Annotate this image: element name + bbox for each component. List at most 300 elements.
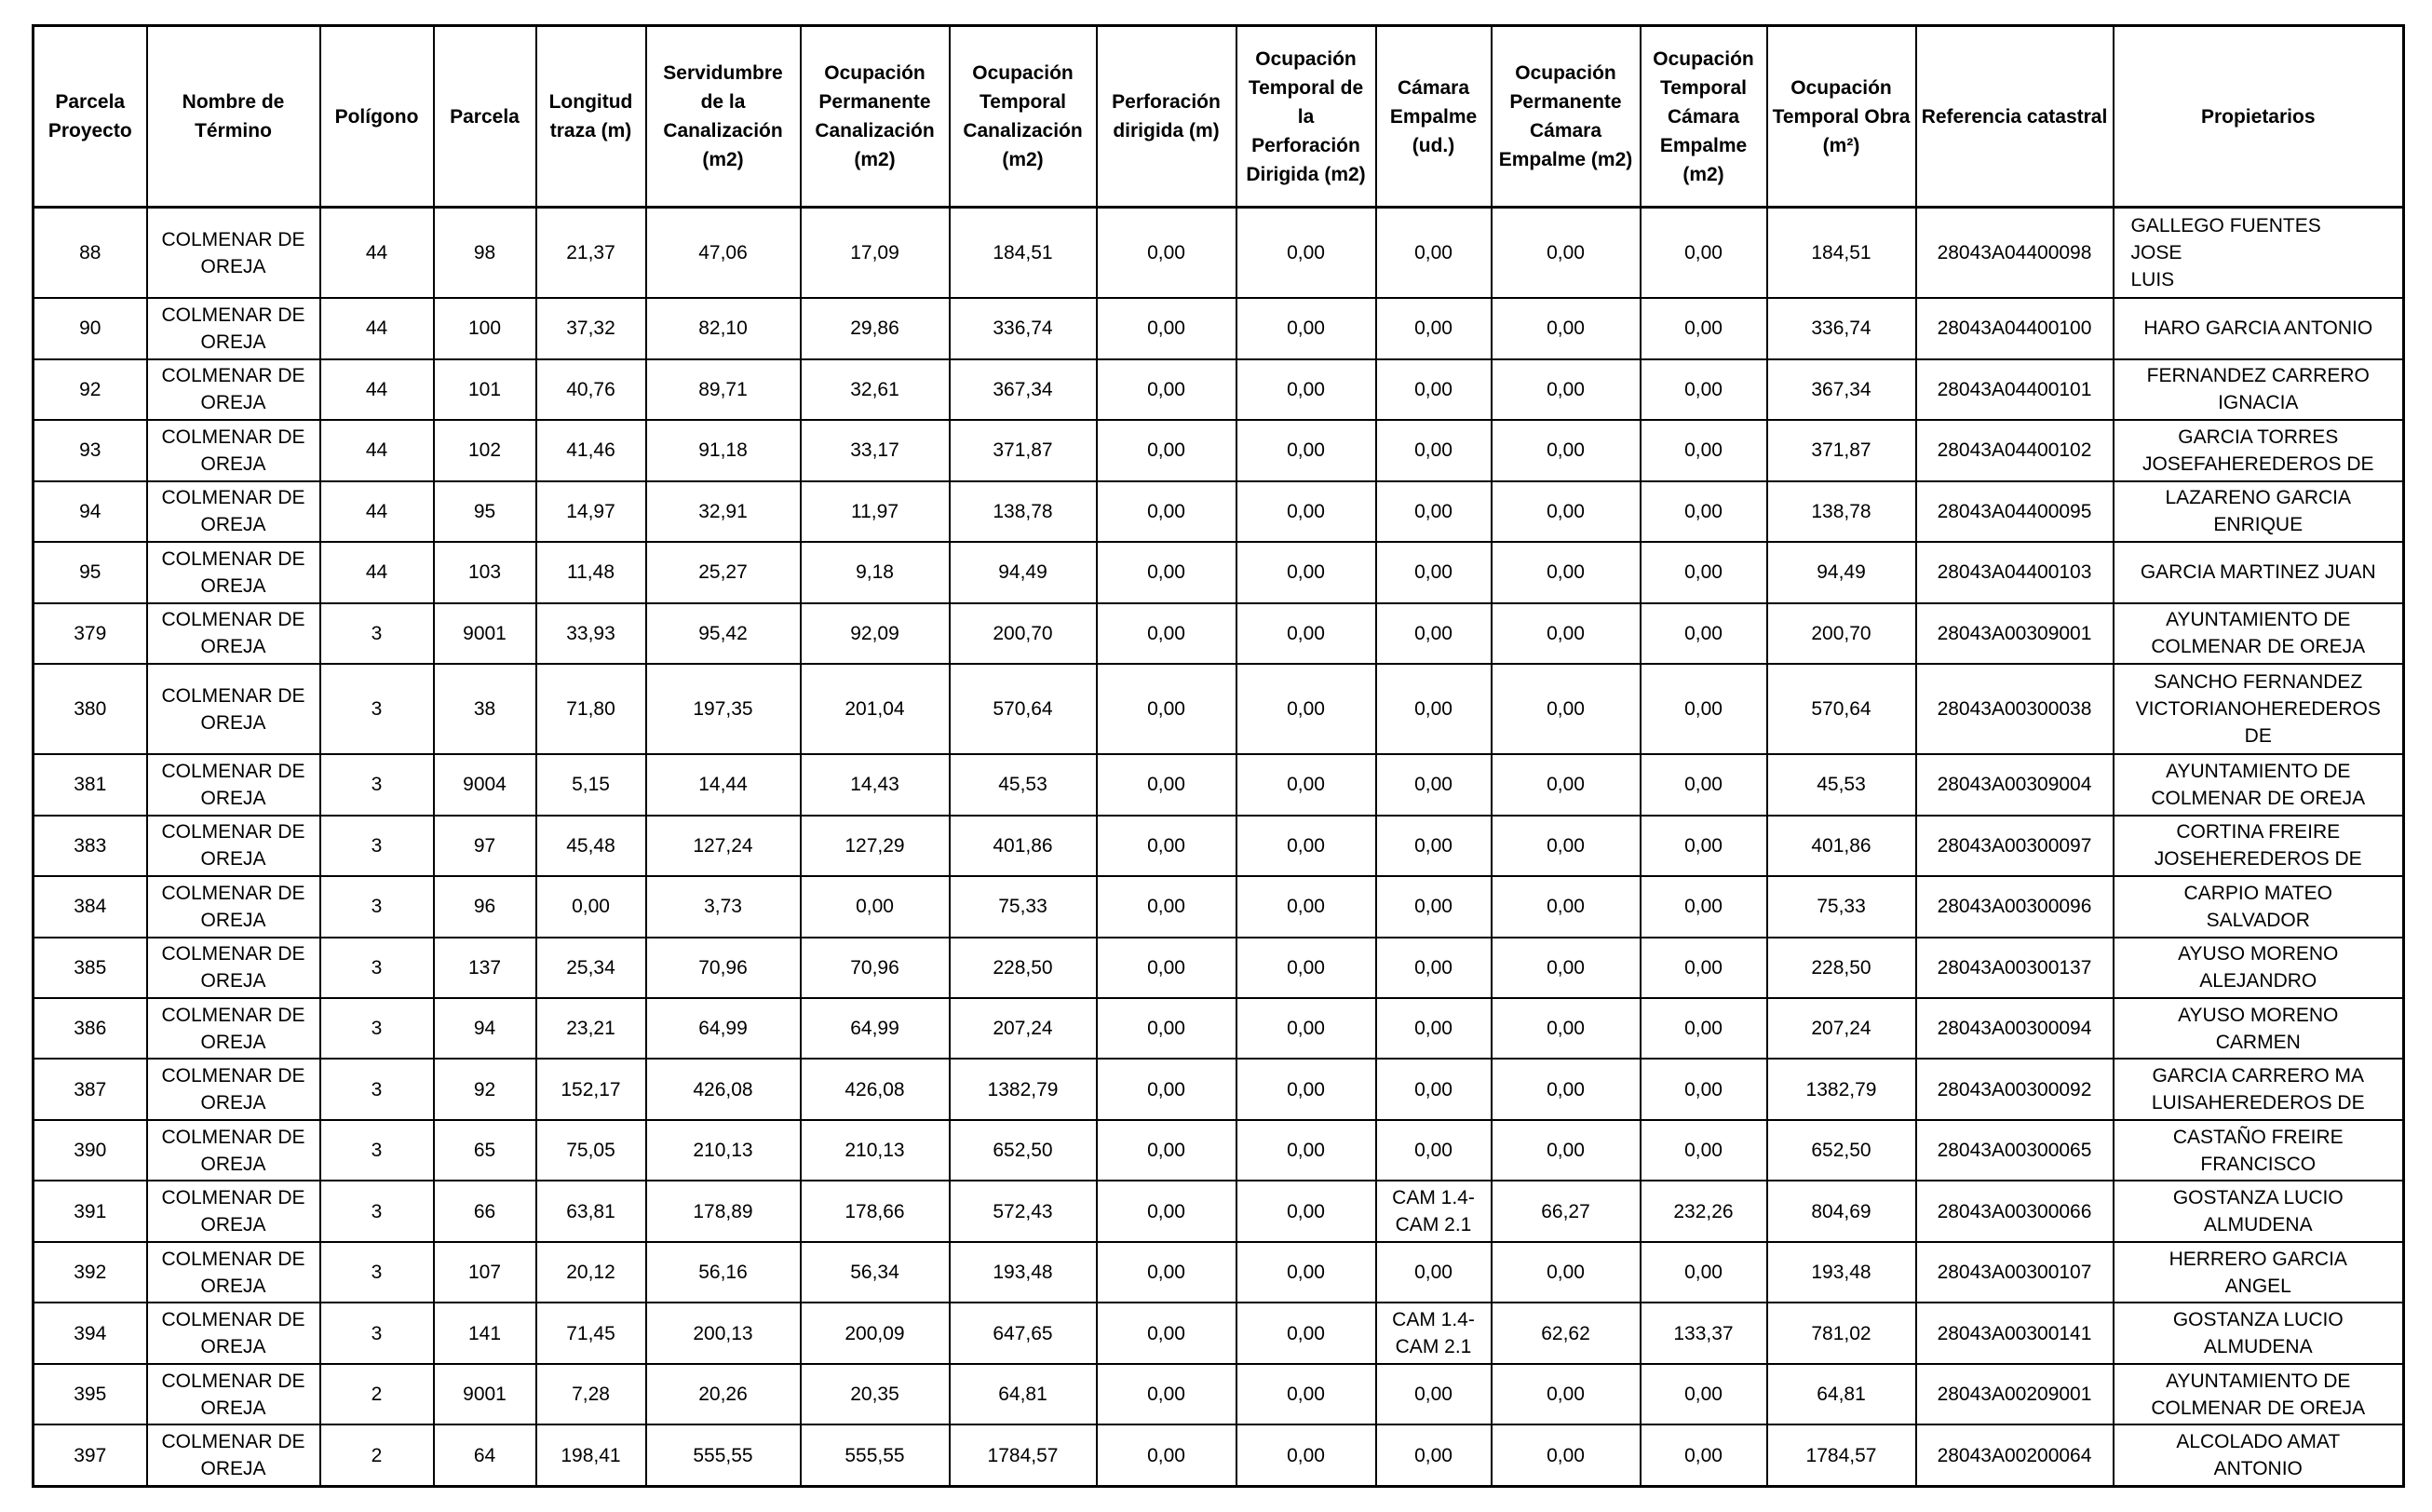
- table-row: [34, 603, 2404, 664]
- table-cell: 0,00: [1097, 664, 1236, 754]
- table-cell: 0,00: [1492, 938, 1641, 998]
- table-cell: COLMENAR DE OREJA: [147, 664, 320, 754]
- table-row: [34, 208, 2404, 299]
- table-cell: 93: [34, 420, 147, 480]
- table-cell: 44: [320, 542, 434, 602]
- table-cell: 127,29: [801, 816, 950, 876]
- table-cell: 647,65: [950, 1303, 1097, 1363]
- table-cell: 0,00: [1376, 1120, 1492, 1181]
- table-cell: 62,62: [1492, 1303, 1641, 1363]
- table-cell: 804,69: [1767, 1181, 1916, 1241]
- table-cell: 65: [434, 1120, 536, 1181]
- table-cell: 0,00: [1236, 1242, 1376, 1303]
- table-cell: COLMENAR DE OREJA: [147, 1424, 320, 1486]
- column-header: Parcela: [434, 26, 536, 208]
- table-cell: 386: [34, 998, 147, 1059]
- owner-cell: [2114, 1120, 2404, 1181]
- table-cell: 0,00: [1097, 754, 1236, 815]
- owner-line: ENRIQUE: [2213, 514, 2304, 536]
- table-cell: 38: [434, 664, 536, 754]
- table-cell: 228,50: [1767, 938, 1916, 998]
- table-row: [34, 1059, 2404, 1119]
- table-cell: 64: [434, 1424, 536, 1486]
- owner-cell: [2114, 298, 2404, 358]
- table-row: [34, 816, 2404, 876]
- table-cell: 66,27: [1492, 1181, 1641, 1241]
- column-header: Ocupación Temporal de la Perforación Dirigida (m2): [1236, 26, 1376, 208]
- table-cell: 9,18: [801, 542, 950, 602]
- table-row: [34, 664, 2404, 754]
- table-cell: 94,49: [1767, 542, 1916, 602]
- table-cell: 14,44: [646, 754, 801, 815]
- table-cell: 391: [34, 1181, 147, 1241]
- table-cell: 63,81: [536, 1181, 646, 1241]
- column-header: Parcela Proyecto: [34, 26, 147, 208]
- table-cell: 0,00: [1236, 481, 1376, 542]
- table-cell: 141: [434, 1303, 536, 1363]
- table-cell: 395: [34, 1364, 147, 1424]
- owner-line: JOSEFAHEREDEROS DE: [2142, 452, 2374, 475]
- table-cell: 0,00: [1376, 1059, 1492, 1119]
- table-cell: 3: [320, 998, 434, 1059]
- table-cell: 0,00: [1097, 420, 1236, 480]
- table-cell: 0,00: [1236, 1424, 1376, 1486]
- table-cell: 207,24: [950, 998, 1097, 1059]
- table-cell: 64,99: [801, 998, 950, 1059]
- table-cell: COLMENAR DE OREJA: [147, 208, 320, 299]
- table-cell: 3: [320, 938, 434, 998]
- table-row: [34, 1424, 2404, 1486]
- owner-cell: [2114, 481, 2404, 542]
- table-row: [34, 481, 2404, 542]
- table-cell: 0,00: [1492, 298, 1641, 358]
- table-cell: 0,00: [1376, 1424, 1492, 1486]
- owner-line: SANCHO FERNANDEZ: [2154, 671, 2363, 694]
- table-cell: 0,00: [1376, 876, 1492, 937]
- table-cell: 92,09: [801, 603, 950, 664]
- table-cell: COLMENAR DE OREJA: [147, 1364, 320, 1424]
- table-cell: 781,02: [1767, 1303, 1916, 1363]
- table-cell: 3: [320, 816, 434, 876]
- table-cell: 200,09: [801, 1303, 950, 1363]
- table-cell: 2: [320, 1424, 434, 1486]
- table-cell: 570,64: [950, 664, 1097, 754]
- table-cell: 392: [34, 1242, 147, 1303]
- table-cell: 70,96: [801, 938, 950, 998]
- table-cell: 0,00: [1376, 754, 1492, 815]
- table-cell: 20,35: [801, 1364, 950, 1424]
- column-header: Ocupación Temporal Cámara Empalme (m2): [1641, 26, 1767, 208]
- document-page: [32, 24, 2402, 1488]
- table-cell: 0,00: [1376, 208, 1492, 299]
- table-cell: 3: [320, 664, 434, 754]
- table-cell: 37,32: [536, 298, 646, 358]
- table-cell: 28043A04400095: [1916, 481, 2114, 542]
- owner-line: JOSE: [2130, 242, 2182, 264]
- table-cell: 572,43: [950, 1181, 1097, 1241]
- table-body: [34, 208, 2404, 1487]
- table-cell: 28043A00300094: [1916, 998, 2114, 1059]
- table-cell: 0,00: [1236, 876, 1376, 937]
- table-cell: 0,00: [1641, 938, 1767, 998]
- table-cell: 101: [434, 359, 536, 420]
- table-cell: 0,00: [1376, 542, 1492, 602]
- owner-cell: [2114, 1181, 2404, 1241]
- owner-line: ALEJANDRO: [2199, 970, 2317, 992]
- table-cell: 0,00: [1492, 542, 1641, 602]
- table-cell: 28043A04400100: [1916, 298, 2114, 358]
- table-cell: 28043A00309004: [1916, 754, 2114, 815]
- column-header: Propietarios: [2114, 26, 2404, 208]
- column-header: Referencia catastral: [1916, 26, 2114, 208]
- table-cell: COLMENAR DE OREJA: [147, 298, 320, 358]
- owner-line: AYUNTAMIENTO DE: [2166, 1370, 2351, 1392]
- table-cell: 0,00: [1236, 542, 1376, 602]
- table-cell: 0,00: [1492, 998, 1641, 1059]
- table-cell: 201,04: [801, 664, 950, 754]
- table-row: [34, 359, 2404, 420]
- parcel-table: [32, 24, 2405, 1488]
- table-cell: 652,50: [1767, 1120, 1916, 1181]
- table-cell: 28043A04400102: [1916, 420, 2114, 480]
- table-cell: 0,00: [1097, 1242, 1236, 1303]
- table-cell: 367,34: [950, 359, 1097, 420]
- column-header: Ocupación Temporal Canalización (m2): [950, 26, 1097, 208]
- owner-line: AYUNTAMIENTO DE: [2166, 760, 2351, 782]
- table-cell: 33,17: [801, 420, 950, 480]
- table-cell: 0,00: [1097, 876, 1236, 937]
- table-cell: 0,00: [1376, 359, 1492, 420]
- table-cell: 56,34: [801, 1242, 950, 1303]
- owner-line: FERNANDEZ CARRERO: [2146, 365, 2370, 387]
- table-cell: 2: [320, 1364, 434, 1424]
- table-cell: 0,00: [1236, 603, 1376, 664]
- table-cell: 0,00: [1236, 1364, 1376, 1424]
- table-cell: 0,00: [1376, 603, 1492, 664]
- table-cell: 3: [320, 876, 434, 937]
- table-cell: 70,96: [646, 938, 801, 998]
- table-cell: 45,53: [1767, 754, 1916, 815]
- owner-line: GOSTANZA LUCIO: [2172, 1309, 2344, 1331]
- table-cell: 96: [434, 876, 536, 937]
- owner-cell: [2114, 603, 2404, 664]
- table-cell: 152,17: [536, 1059, 646, 1119]
- table-cell: 94: [34, 481, 147, 542]
- owner-line: GARCIA MARTINEZ JUAN: [2140, 561, 2376, 584]
- table-cell: 45,53: [950, 754, 1097, 815]
- owner-cell: [2114, 816, 2404, 876]
- table-cell: 336,74: [1767, 298, 1916, 358]
- table-cell: 0,00: [1097, 298, 1236, 358]
- owner-line: ALMUDENA: [2203, 1214, 2313, 1236]
- table-cell: 0,00: [1097, 1120, 1236, 1181]
- table-cell: 92: [34, 359, 147, 420]
- owner-line: HARO GARCIA ANTONIO: [2143, 317, 2373, 340]
- table-cell: 0,00: [1641, 298, 1767, 358]
- owner-line: IGNACIA: [2218, 392, 2299, 414]
- owner-cell: [2114, 1303, 2404, 1363]
- owner-line: SALVADOR: [2206, 909, 2310, 931]
- table-cell: 3: [320, 754, 434, 815]
- owner-line: CARPIO MATEO: [2183, 882, 2332, 904]
- column-header: Polígono: [320, 26, 434, 208]
- table-cell: 0,00: [1236, 1120, 1376, 1181]
- owner-line: LUIS: [2130, 269, 2175, 291]
- owner-line: GARCIA TORRES: [2178, 425, 2339, 448]
- owner-line: COLMENAR DE OREJA: [2151, 1397, 2366, 1419]
- table-cell: 0,00: [1097, 542, 1236, 602]
- table-row: [34, 420, 2404, 480]
- table-cell: 32,91: [646, 481, 801, 542]
- table-cell: 336,74: [950, 298, 1097, 358]
- table-cell: COLMENAR DE OREJA: [147, 876, 320, 937]
- table-cell: 28043A00200064: [1916, 1424, 2114, 1486]
- owner-cell: [2114, 542, 2404, 602]
- table-cell: COLMENAR DE OREJA: [147, 938, 320, 998]
- table-cell: COLMENAR DE OREJA: [147, 420, 320, 480]
- table-cell: 94: [434, 998, 536, 1059]
- table-cell: 385: [34, 938, 147, 998]
- table-cell: 0,00: [1376, 420, 1492, 480]
- table-cell: CAM 1.4- CAM 2.1: [1376, 1181, 1492, 1241]
- owner-cell: [2114, 359, 2404, 420]
- table-cell: 1784,57: [1767, 1424, 1916, 1486]
- table-cell: 138,78: [950, 481, 1097, 542]
- table-cell: 25,27: [646, 542, 801, 602]
- table-cell: 3,73: [646, 876, 801, 937]
- table-cell: 0,00: [1641, 1242, 1767, 1303]
- table-cell: 56,16: [646, 1242, 801, 1303]
- table-cell: 367,34: [1767, 359, 1916, 420]
- table-cell: 44: [320, 420, 434, 480]
- owner-line: ALMUDENA: [2203, 1336, 2313, 1358]
- table-cell: 0,00: [1641, 542, 1767, 602]
- table-cell: 29,86: [801, 298, 950, 358]
- table-cell: 178,89: [646, 1181, 801, 1241]
- table-cell: 3: [320, 603, 434, 664]
- column-header: Longitud traza (m): [536, 26, 646, 208]
- table-cell: 0,00: [1097, 603, 1236, 664]
- table-cell: 0,00: [1492, 754, 1641, 815]
- table-cell: 41,46: [536, 420, 646, 480]
- table-cell: COLMENAR DE OREJA: [147, 1059, 320, 1119]
- owner-cell: [2114, 998, 2404, 1059]
- table-cell: 200,70: [1767, 603, 1916, 664]
- table-cell: 7,28: [536, 1364, 646, 1424]
- table-cell: 0,00: [1236, 754, 1376, 815]
- table-cell: 44: [320, 208, 434, 299]
- table-cell: 137: [434, 938, 536, 998]
- table-cell: 0,00: [1236, 816, 1376, 876]
- owner-line: DE: [2244, 725, 2272, 748]
- table-cell: 23,21: [536, 998, 646, 1059]
- table-cell: 0,00: [1641, 420, 1767, 480]
- table-cell: 0,00: [1097, 1059, 1236, 1119]
- table-cell: 28043A00300141: [1916, 1303, 2114, 1363]
- table-cell: 90: [34, 298, 147, 358]
- table-cell: 3: [320, 1242, 434, 1303]
- table-cell: 0,00: [1376, 938, 1492, 998]
- owner-cell: [2114, 208, 2404, 299]
- table-cell: 64,99: [646, 998, 801, 1059]
- table-cell: 5,15: [536, 754, 646, 815]
- column-header: Perforación dirigida (m): [1097, 26, 1236, 208]
- table-row: [34, 1364, 2404, 1424]
- table-cell: 75,05: [536, 1120, 646, 1181]
- table-cell: 66: [434, 1181, 536, 1241]
- owner-line: GARCIA CARRERO MA: [2152, 1065, 2365, 1087]
- table-cell: 98: [434, 208, 536, 299]
- table-cell: 11,48: [536, 542, 646, 602]
- table-cell: 387: [34, 1059, 147, 1119]
- table-row: [34, 998, 2404, 1059]
- table-cell: 200,13: [646, 1303, 801, 1363]
- table-cell: 11,97: [801, 481, 950, 542]
- table-cell: 28043A00300065: [1916, 1120, 2114, 1181]
- table-cell: CAM 1.4- CAM 2.1: [1376, 1303, 1492, 1363]
- table-cell: 28043A00309001: [1916, 603, 2114, 664]
- table-cell: 0,00: [1492, 1424, 1641, 1486]
- table-cell: 95,42: [646, 603, 801, 664]
- table-cell: 0,00: [1492, 359, 1641, 420]
- table-cell: 0,00: [1236, 1181, 1376, 1241]
- header-row: [34, 26, 2404, 208]
- table-cell: 426,08: [801, 1059, 950, 1119]
- table-cell: 44: [320, 359, 434, 420]
- owner-line: FRANCISCO: [2200, 1153, 2317, 1175]
- owner-line: CASTAÑO FREIRE: [2172, 1126, 2344, 1148]
- table-cell: 71,80: [536, 664, 646, 754]
- table-cell: 652,50: [950, 1120, 1097, 1181]
- owner-line: JOSEHEREDEROS DE: [2154, 848, 2362, 871]
- table-cell: 0,00: [1641, 481, 1767, 542]
- owner-line: AYUSO MORENO: [2178, 1004, 2339, 1026]
- table-cell: 232,26: [1641, 1181, 1767, 1241]
- owner-cell: [2114, 754, 2404, 815]
- table-cell: 0,00: [1236, 1303, 1376, 1363]
- table-cell: 0,00: [1492, 420, 1641, 480]
- table-cell: 401,86: [950, 816, 1097, 876]
- owner-line: CORTINA FREIRE: [2176, 821, 2341, 844]
- table-cell: COLMENAR DE OREJA: [147, 754, 320, 815]
- table-cell: 133,37: [1641, 1303, 1767, 1363]
- table-cell: 28043A00300038: [1916, 664, 2114, 754]
- table-cell: 127,24: [646, 816, 801, 876]
- table-row: [34, 1181, 2404, 1241]
- table-cell: COLMENAR DE OREJA: [147, 816, 320, 876]
- table-cell: 0,00: [1097, 1303, 1236, 1363]
- table-cell: 1382,79: [1767, 1059, 1916, 1119]
- table-cell: 9004: [434, 754, 536, 815]
- table-cell: 0,00: [1641, 1059, 1767, 1119]
- table-cell: 210,13: [801, 1120, 950, 1181]
- table-cell: 184,51: [1767, 208, 1916, 299]
- column-header: Ocupación Permanente Canalización (m2): [801, 26, 950, 208]
- table-cell: 20,12: [536, 1242, 646, 1303]
- column-header: Servidumbre de la Canalización (m2): [646, 26, 801, 208]
- table-cell: 193,48: [1767, 1242, 1916, 1303]
- table-cell: 555,55: [646, 1424, 801, 1486]
- table-cell: 64,81: [1767, 1364, 1916, 1424]
- table-cell: 0,00: [1236, 420, 1376, 480]
- owner-cell: [2114, 1059, 2404, 1119]
- table-cell: 0,00: [1641, 208, 1767, 299]
- table-cell: 0,00: [1376, 298, 1492, 358]
- table-cell: 28043A00300092: [1916, 1059, 2114, 1119]
- table-cell: 198,41: [536, 1424, 646, 1486]
- table-row: [34, 754, 2404, 815]
- table-cell: 47,06: [646, 208, 801, 299]
- table-cell: 21,37: [536, 208, 646, 299]
- owner-cell: [2114, 664, 2404, 754]
- table-cell: 0,00: [1236, 208, 1376, 299]
- table-cell: 193,48: [950, 1242, 1097, 1303]
- table-cell: 228,50: [950, 938, 1097, 998]
- table-cell: 426,08: [646, 1059, 801, 1119]
- table-cell: 94,49: [950, 542, 1097, 602]
- table-cell: 0,00: [1492, 816, 1641, 876]
- table-cell: 28043A00300097: [1916, 816, 2114, 876]
- table-cell: 0,00: [1236, 664, 1376, 754]
- table-cell: 14,97: [536, 481, 646, 542]
- table-cell: 0,00: [1492, 208, 1641, 299]
- table-cell: 75,33: [950, 876, 1097, 937]
- owner-cell: [2114, 938, 2404, 998]
- table-cell: 0,00: [1641, 1364, 1767, 1424]
- table-cell: 9001: [434, 1364, 536, 1424]
- table-cell: 0,00: [1641, 1424, 1767, 1486]
- table-cell: 200,70: [950, 603, 1097, 664]
- table-cell: 92: [434, 1059, 536, 1119]
- table-cell: 381: [34, 754, 147, 815]
- table-row: [34, 542, 2404, 602]
- table-cell: 184,51: [950, 208, 1097, 299]
- table-cell: 0,00: [1097, 208, 1236, 299]
- owner-line: ANTONIO: [2213, 1458, 2303, 1480]
- table-cell: 82,10: [646, 298, 801, 358]
- table-cell: 0,00: [801, 876, 950, 937]
- table-cell: 0,00: [1492, 1120, 1641, 1181]
- table-cell: 0,00: [1492, 1059, 1641, 1119]
- table-cell: 138,78: [1767, 481, 1916, 542]
- table-cell: 95: [434, 481, 536, 542]
- owner-cell: [2114, 876, 2404, 937]
- table-cell: 3: [320, 1181, 434, 1241]
- table-cell: 0,00: [1641, 998, 1767, 1059]
- table-cell: 0,00: [1376, 998, 1492, 1059]
- owner-line: AYUSO MORENO: [2178, 943, 2339, 965]
- table-cell: 0,00: [1641, 754, 1767, 815]
- table-cell: 0,00: [1376, 1242, 1492, 1303]
- table-cell: 3: [320, 1303, 434, 1363]
- table-cell: 401,86: [1767, 816, 1916, 876]
- table-cell: 28043A00300066: [1916, 1181, 2114, 1241]
- table-cell: 95: [34, 542, 147, 602]
- table-cell: 0,00: [1097, 998, 1236, 1059]
- table-cell: 0,00: [1492, 876, 1641, 937]
- table-cell: 28043A04400098: [1916, 208, 2114, 299]
- table-cell: 103: [434, 542, 536, 602]
- table-row: [34, 1120, 2404, 1181]
- table-row: [34, 1242, 2404, 1303]
- owner-line: ANGEL: [2224, 1275, 2291, 1297]
- table-cell: 0,00: [1097, 1364, 1236, 1424]
- table-cell: 0,00: [1097, 1424, 1236, 1486]
- table-row: [34, 876, 2404, 937]
- table-row: [34, 298, 2404, 358]
- table-cell: 28043A04400101: [1916, 359, 2114, 420]
- table-cell: 71,45: [536, 1303, 646, 1363]
